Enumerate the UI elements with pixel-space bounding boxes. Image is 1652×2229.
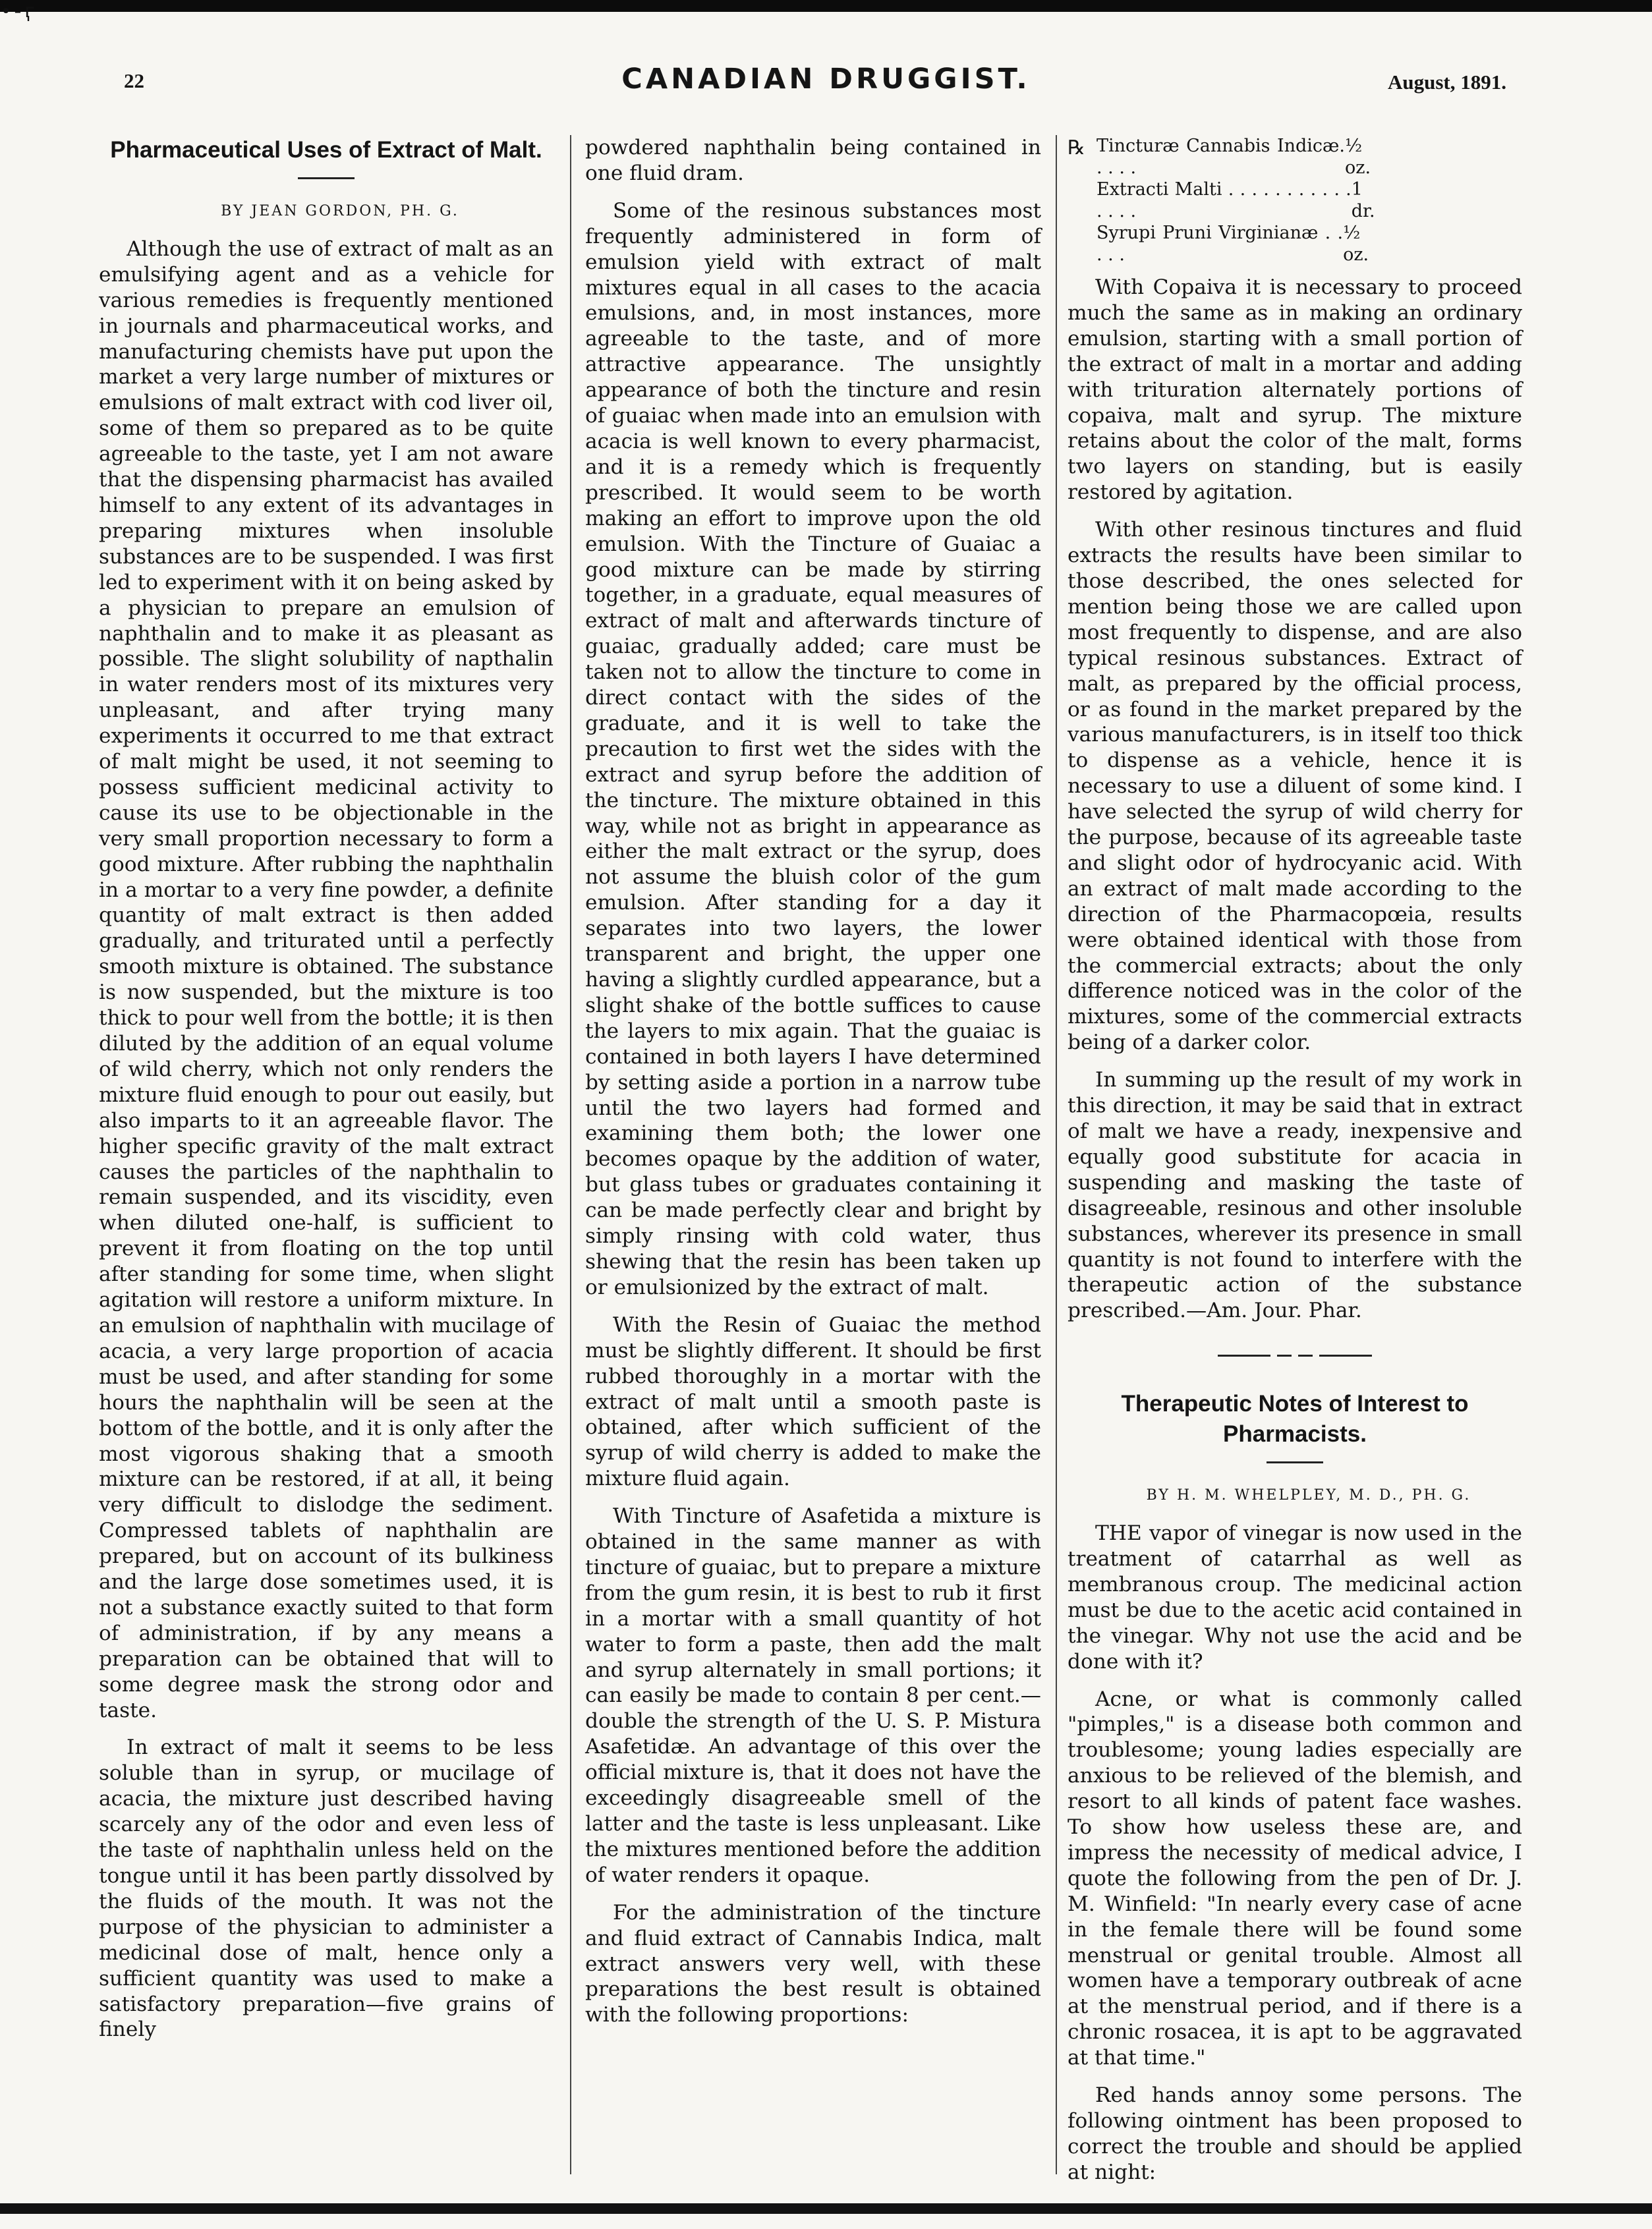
column-2 bbox=[585, 135, 1041, 2028]
paragraph: For the administration of the tincture and fluid extract of Cannabis Indica, malt extract answers very well, with these preparations the best result is obtained with the following proportions: bbox=[585, 1900, 1041, 2027]
prescription-line bbox=[1097, 135, 1386, 179]
paragraph: With the Resin of Guaiac the method must be slightly different. It should be first rubbed thoroughly in a mortar with the extract of malt until a smooth paste is obtained, after which sufficient of the syrup of wild cherry is added to make the mixture fluid again. bbox=[585, 1312, 1041, 1491]
article-separator bbox=[1068, 1342, 1522, 1368]
article-byline: BY JEAN GORDON, PH. G. bbox=[221, 203, 459, 219]
prescription-symbol: ℞ bbox=[1068, 136, 1085, 159]
prescription-line bbox=[1097, 179, 1386, 222]
corner-print-mark: •-ӷ bbox=[0, 1, 36, 24]
prescription-amount: ½ oz. bbox=[1343, 223, 1369, 265]
prescription-item: Syrupi Pruni Virginianæ . . . . . bbox=[1097, 223, 1344, 265]
prescription-lines bbox=[1097, 135, 1386, 266]
paragraph: Although the use of extract of malt as an emulsifying agent and as a vehicle for various remedies is frequently mentioned in journals and pharmaceutical works, and manufacturing chemists have put upon the market a very large number of mixtures or emulsions of malt extract with cod liver oil, some of them so prepared as to be quite agreeable to the taste, yet I am not aware that the dispensing pharmacist has availed himself to any extent of its advantages in preparing mixtures when insoluble substances are to be suspended. I was first led to experiment with it on being asked by a physician to prepare an emulsion of naphthalin and to make it as pleasant as possible. The slight solubility of napthalin in water renders most of its mixtures very unpleasant, and after trying many experiments it occurred to me that extract of malt might be used, it not seeming to possess sufficient medicinal activity to cause its use to be objectionable in the very small proportion necessary to form a good mixture. After rubbing the naphthalin in a mortar to a very fine powder, a definite quantity of malt extract is then added gradually, and triturated until a perfectly smooth mixture is obtained. The substance is now suspended, but the mixture is too thick to pour well from the bottle; it is then diluted by the addition of an equal volume of wild cherry, which not only renders the mixture fluid enough to pour out easily, but also imparts to it an agreeable flavor. The higher specific gravity of the malt extract causes the particles of the naphthalin to remain suspended, and its viscidity, even when diluted one-half, is sufficient to prevent it from floating on the top until after standing for some time, when slight agitation will restore a uniform mixture. In an emulsion of naphthalin with mucilage of acacia, a very large proportion of acacia must be used, and after standing for some hours the naphthalin will be seen at the bottom of the bottle, and it is only after the most vigorous shaking that a smooth mixture can be restored, if at all, it being very difficult to dislodge the sediment. Compressed tablets of naphthalin are prepared, but on account of its bulkiness and the large dose sometimes used, it is not a substance exactly suited to that form of administration, if by any means a preparation can be obtained that will to some degree mask the strong odor and taste. bbox=[99, 237, 554, 1722]
issue-date: August, 1891. bbox=[1387, 71, 1506, 94]
paragraph: Acne, or what is commonly called "pimples," is a disease both common and troublesome; young ladies especially are anxious to be relieved of the blemish, and resort to all kinds of patent face washes. To show how useless these are, and impress the necessity of medical advice, I quote the following from the pen of Dr. J. M. Winfield: "In nearly every case of acne in the female there will be found some menstrual or genital trouble. Almost all women have a temporary outbreak of acne at the menstrual period, and if there is a chronic rosacea, it is apt to be aggravated at that time." bbox=[1068, 1687, 1522, 2070]
column-divider-2 bbox=[1056, 135, 1057, 2174]
title-rule bbox=[1267, 1461, 1323, 1463]
paragraph: In extract of malt it seems to be less soluble than in syrup, or mucilage of acacia, the mixture just described having scarcely any of the odor and even less of the taste of naphthalin unless held on the tongue until it has been partly dissolved by the fluids of the mouth. It was not the purpose of the physician to administer a medicinal dose of malt, hence only a sufficient quantity was used to make a satisfactory preparation—five grains of finely bbox=[99, 1735, 554, 2042]
title-rule bbox=[298, 177, 355, 179]
column-3 bbox=[1068, 135, 1522, 2186]
prescription-line bbox=[1097, 222, 1386, 266]
paragraph: With other resinous tinctures and fluid extracts the results have been similar to those described, the ones selected for mention being those we are called upon most frequently to dispense, and are also typical resinous substances. Extract of malt, as prepared by the official process, or as found in the market prepared by the various manufacturers, is in itself too thick to dispense as a vehicle, hence it is necessary to use a diluent of some kind. I have selected the syrup of wild cherry for the purpose, because of its agreeable taste and slight odor of hydrocyanic acid. With an extract of malt made according to the direction of the Pharmacopœia, results were obtained identical with those from the commercial extracts; about the only difference noticed was in the color of the mixtures, some of the commercial extracts being of a darker color. bbox=[1068, 518, 1522, 1055]
paragraph: powdered naphthalin being contained in one fluid dram. bbox=[585, 136, 1041, 185]
page-header bbox=[0, 63, 1652, 102]
paragraph: THE vapor of vinegar is now used in the treatment of catarrhal as well as membranous croup. The medicinal action must be due to the acetic acid contained in the vinegar. Why not use the acid and be done with it? bbox=[1068, 1521, 1522, 1674]
article-byline: BY H. M. WHELPLEY, M. D., PH. G. bbox=[1146, 1487, 1471, 1504]
prescription-amount: 1 dr. bbox=[1351, 179, 1375, 221]
prescription-amount: ½ oz. bbox=[1345, 136, 1371, 178]
top-border-rule bbox=[0, 0, 1652, 12]
paragraph: With Tincture of Asafetida a mixture is obtained in the same manner as with tincture of guaiac, but to prepare a mixture from the gum resin, it is best to rub it first in a mortar with a small quantity of hot water to form a paste, then add the malt and syrup alternately in small portions; it can easily be made to contain 8 per cent.—double the strength of the U. S. P. Mistura Asafetidæ. An advantage of this over the official mixture is, that it does not have the exceedingly disagreeable smell of the latter and the taste is less unpleasant. Like the mixtures mentioned before the addition of water renders it opaque. bbox=[585, 1504, 1041, 1887]
paragraph: With Copaiva it is necessary to proceed much the same as in making an ordinary emulsion, starting with a small portion of the extract of malt in a mortar and adding with trituration alternately portions of copaiva, malt and syrup. The mixture retains about the color of the malt, forms two layers on standing, but is easily restored by agitation. bbox=[1068, 275, 1522, 505]
prescription bbox=[1068, 135, 1522, 266]
article-title: Pharmaceutical Uses of Extract of Malt. bbox=[110, 137, 542, 163]
paragraph: Some of the resinous substances most frequently administered in form of emulsion yield with extract of malt mixtures equal in all cases to the acacia emulsions, and, in most instances, more agreeable to the taste, and of more attractive appearance. The unsightly appearance of both the tincture and resin of guaiac when made into an emulsion with acacia is well known to every pharmacist, and it is a remedy which is frequently prescribed. It would seem to be worth making an effort to improve upon the old emulsion. With the Tincture of Guaiac a good mixture can be made by stirring together, in a graduate, equal measures of extract of malt and afterwards tincture of guaiac, gradually added; care must be taken not to allow the tincture to come in direct contact with the sides of the graduate, and it is well to take the precaution to first wet the sides with the extract and syrup before the addition of the tincture. The mixture obtained in this way, while not as bright in appearance as either the malt extract or the syrup, does not assume the bluish color of the gum emulsion. After standing for a day it separates into two layers, the lower transparent and bright, the upper one having a slightly curdled appearance, but a slight shake of the bottle suffices to cause the layers to mix again. That the guaiac is contained in both layers I have determined by setting aside a portion in a narrow tube until the two layers had formed and examining them both; the lower one becomes opaque by the addition of water, but glass tubes or graduates containing it can be made perfectly clear and bright by simply rinsing with cold water, thus shewing that the resin has been taken up or emulsionized by the extract of malt. bbox=[585, 198, 1041, 1299]
column-1 bbox=[99, 135, 554, 2043]
journal-title: CANADIAN DRUGGIST. bbox=[621, 63, 1031, 96]
paragraph: Red hands annoy some persons. The following ointment has been proposed to correct the trouble and should be applied at night: bbox=[1068, 2083, 1522, 2184]
paragraph: In summing up the result of my work in this direction, it may be said that in extract of malt we have a ready, inexpensive and equally good substitute for acacia in suspending and masking the taste of disagreeable, resinous and other insoluble substances, wherever its presence in small quantity is not found to interfere with the therapeutic action of the substance prescribed.—Am. Jour. Phar. bbox=[1068, 1068, 1522, 1323]
prescription-item: Tincturæ Cannabis Indicæ. . . . . bbox=[1097, 136, 1346, 178]
article-title: Therapeutic Notes of Interest to Pharmacists. bbox=[1121, 1391, 1469, 1448]
page-number: 22 bbox=[124, 69, 144, 92]
prescription-item: Extracti Malti . . . . . . . . . . . . . . . bbox=[1097, 179, 1352, 221]
column-divider-1 bbox=[570, 135, 571, 2174]
bottom-border-rule bbox=[0, 2203, 1652, 2214]
